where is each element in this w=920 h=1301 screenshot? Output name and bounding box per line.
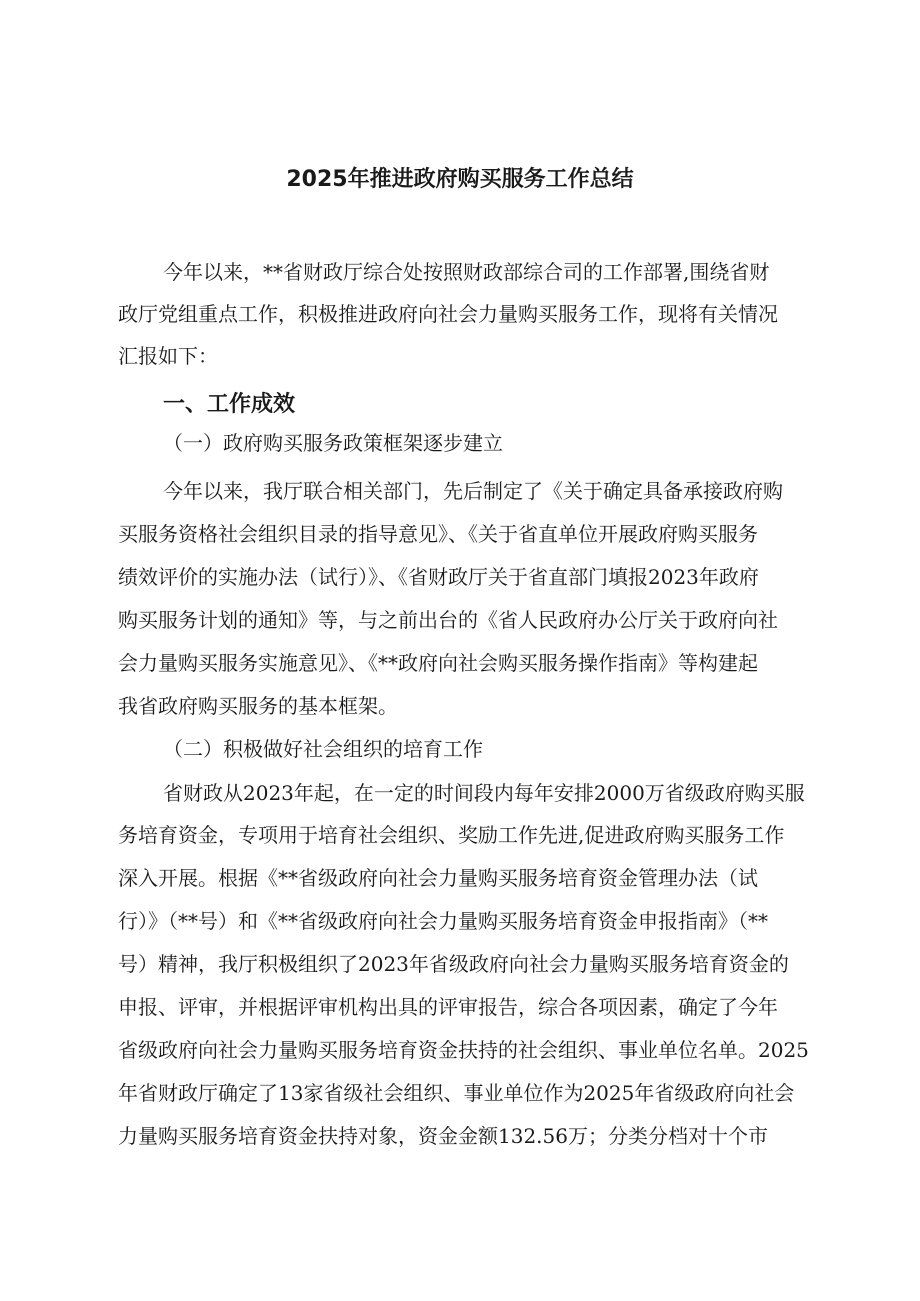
paragraph-line: 年省财政厅确定了13家省级社会组织、事业单位作为2025年省级政府向社会 [118, 1081, 795, 1105]
paragraph-line: 力量购买服务培育资金扶持对象，资金金额132.56万；分类分档对十个市 [118, 1124, 768, 1148]
paragraph-line: 今年以来，**省财政厅综合处按照财政部综合司的工作部署,围绕省财 [163, 260, 770, 284]
paragraph-line: 会力量购买服务实施意见》、《**政府向社会购买服务操作指南》等构建起 [118, 651, 758, 675]
paragraph-line: 汇报如下： [118, 344, 218, 368]
paragraph-line: 行）》（**号）和《**省级政府向社会力量购买服务培育资金申报指南》（** [118, 909, 768, 933]
paragraph-line: 务培育资金，专项用于培育社会组织、奖励工作先进,促进政府购买服务工作 [118, 823, 785, 847]
subsection-heading: （一）政府购买服务政策框架逐步建立 [163, 431, 503, 455]
paragraph-line: 号）精神，我厅积极组织了2023年省级政府向社会力量购买服务培育资金的 [118, 952, 789, 976]
paragraph-line: 我省政府购买服务的基本框架。 [118, 694, 398, 718]
subsection-heading: （二）积极做好社会组织的培育工作 [163, 737, 483, 761]
document-title: 2025年推进政府购买服务工作总结 [286, 167, 634, 192]
paragraph-line: 今年以来，我厅联合相关部门，先后制定了《关于确定具备承接政府购 [163, 479, 783, 503]
paragraph-line: 申报、评审，并根据评审机构出具的评审报告，综合各项因素，确定了今年 [118, 995, 778, 1019]
section-heading: 一、工作成效 [163, 392, 296, 417]
paragraph-line: 省财政从2023年起，在一定的时间段内每年安排2000万省级政府购买服 [163, 781, 805, 805]
paragraph-line: 购买服务计划的通知》等，与之前出台的《省人民政府办公厅关于政府向社 [118, 608, 778, 632]
paragraph-line: 政厅党组重点工作，积极推进政府向社会力量购买服务工作，现将有关情况 [118, 302, 778, 326]
paragraph-line: 绩效评价的实施办法（试行）》、《省财政厅关于省直部门填报2023年政府 [118, 565, 759, 589]
paragraph-line: 深入开展。根据《**省级政府向社会力量购买服务培育资金管理办法（试 [118, 866, 758, 890]
paragraph-line: 省级政府向社会力量购买服务培育资金扶持的社会组织、事业单位名单。2025 [118, 1038, 809, 1062]
paragraph-line: 买服务资格社会组织目录的指导意见》、《关于省直单位开展政府购买服务 [118, 522, 758, 546]
